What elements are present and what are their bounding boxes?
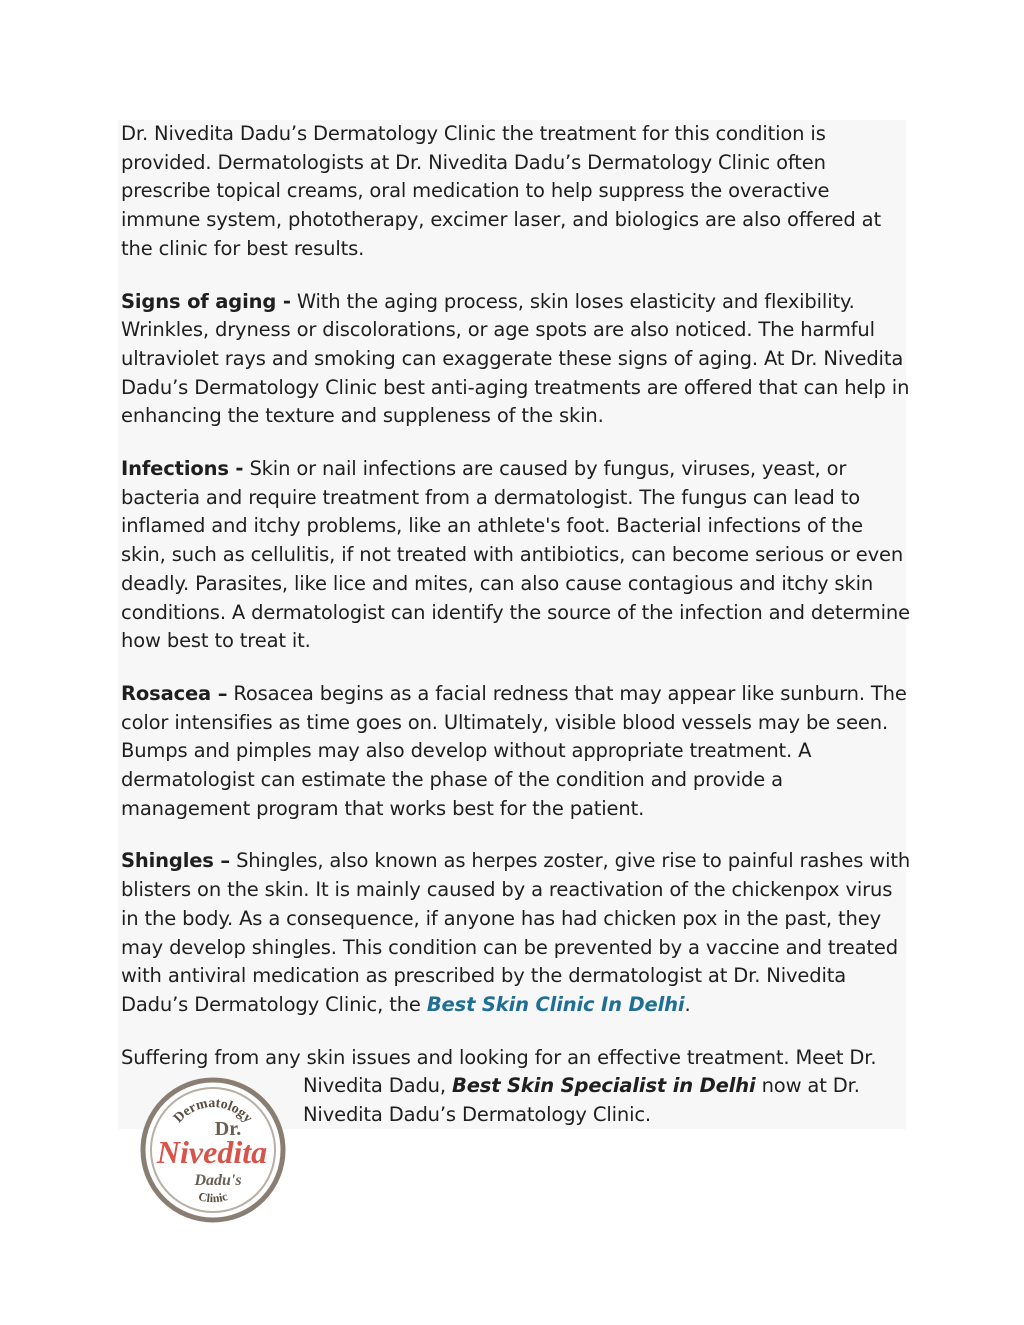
rosacea-heading: Rosacea –	[121, 681, 228, 705]
best-skin-clinic-link[interactable]: Best Skin Clinic In Delhi	[426, 992, 685, 1016]
aging-text: With the aging process, skin loses elasticity and flexibility. Wrinkles, dryness or discolorations, or age spots are also noticed. The harmful ultraviolet rays and smoking can exaggerate these signs of aging. At Dr. Nivedita Dadu’s Dermatology Clinic best anti-aging treatments are offered that can help in enhancing the texture and suppleness of the skin.	[121, 289, 910, 428]
logo-name-line3: Dadu's	[194, 1172, 242, 1189]
closing-line1: Suffering from any skin issues and looking for an effective treatment. Meet Dr.	[121, 1045, 877, 1069]
shingles-heading: Shingles –	[121, 849, 231, 873]
aging-heading: Signs of aging -	[121, 289, 291, 313]
rosacea-text: Rosacea begins as a facial redness that may appear like sunburn. The color intensifies as time goes on. Ultimately, visible blood vessels may be seen. Bumps and pimples may also develop without appropriate treatment. A dermatologist can estimate the phase of the condition and provide a management program that works best for the patient.	[121, 681, 907, 820]
closing-line2-end: now at Dr.	[755, 1074, 860, 1098]
shingles-text: Shingles, also known as herpes zoster, give rise to painful rashes with blisters on the skin. It is mainly caused by a reactivation of the chickenpox virus in the body. As a consequence, if anyone has had chicken pox in the past, they may develop shingles. This condition can be prevented by a vaccine and treated with antiviral medication as prescribed by the dermatologist at Dr. Nivedita Dadu’s Dermatology Clinic, the	[121, 849, 911, 1016]
logo-top-text: Dermatology	[171, 1095, 256, 1127]
infections-heading: Infections -	[121, 457, 244, 481]
closing-line3: Nivedita Dadu’s Dermatology Clinic.	[303, 1103, 651, 1127]
clinic-logo	[138, 1075, 288, 1225]
intro-paragraph	[121, 120, 911, 264]
shingles-paragraph	[121, 847, 911, 1019]
closing-line2-start: Nivedita Dadu,	[303, 1074, 452, 1098]
logo-name-line1: Dr.	[214, 1118, 242, 1140]
infections-text: Skin or nail infections are caused by fungus, viruses, yeast, or bacteria and require treatment from a dermatologist. The fungus can lead to inflamed and itchy problems, like an athlete's foot. Bacterial infections of the skin, such as cellulitis, if not treated with antibiotics, can become serious or even deadly. Parasites, like lice and mites, can also cause contagious and itchy skin conditions. A dermatologist can identify the source of the infection and determine how best to treat it.	[121, 457, 910, 653]
document-body	[121, 120, 911, 1154]
logo-bottom-text: Clinic	[197, 1189, 229, 1206]
rosacea-paragraph	[121, 680, 911, 824]
aging-paragraph	[121, 288, 911, 432]
infections-paragraph	[121, 455, 911, 656]
shingles-end: .	[684, 992, 691, 1016]
logo-name-line2: Nivedita	[156, 1134, 268, 1170]
best-skin-specialist-text: Best Skin Specialist in Delhi	[451, 1074, 756, 1098]
intro-text: Dr. Nivedita Dadu’s Dermatology Clinic the treatment for this condition is provided. Dermatologists at Dr. Nivedita Dadu’s Dermatology Clinic often prescribe topical creams, oral medication to help suppress the overactive immune system, phototherapy, excimer laser, and biologics are also offered at the clinic for best results.	[121, 122, 881, 260]
